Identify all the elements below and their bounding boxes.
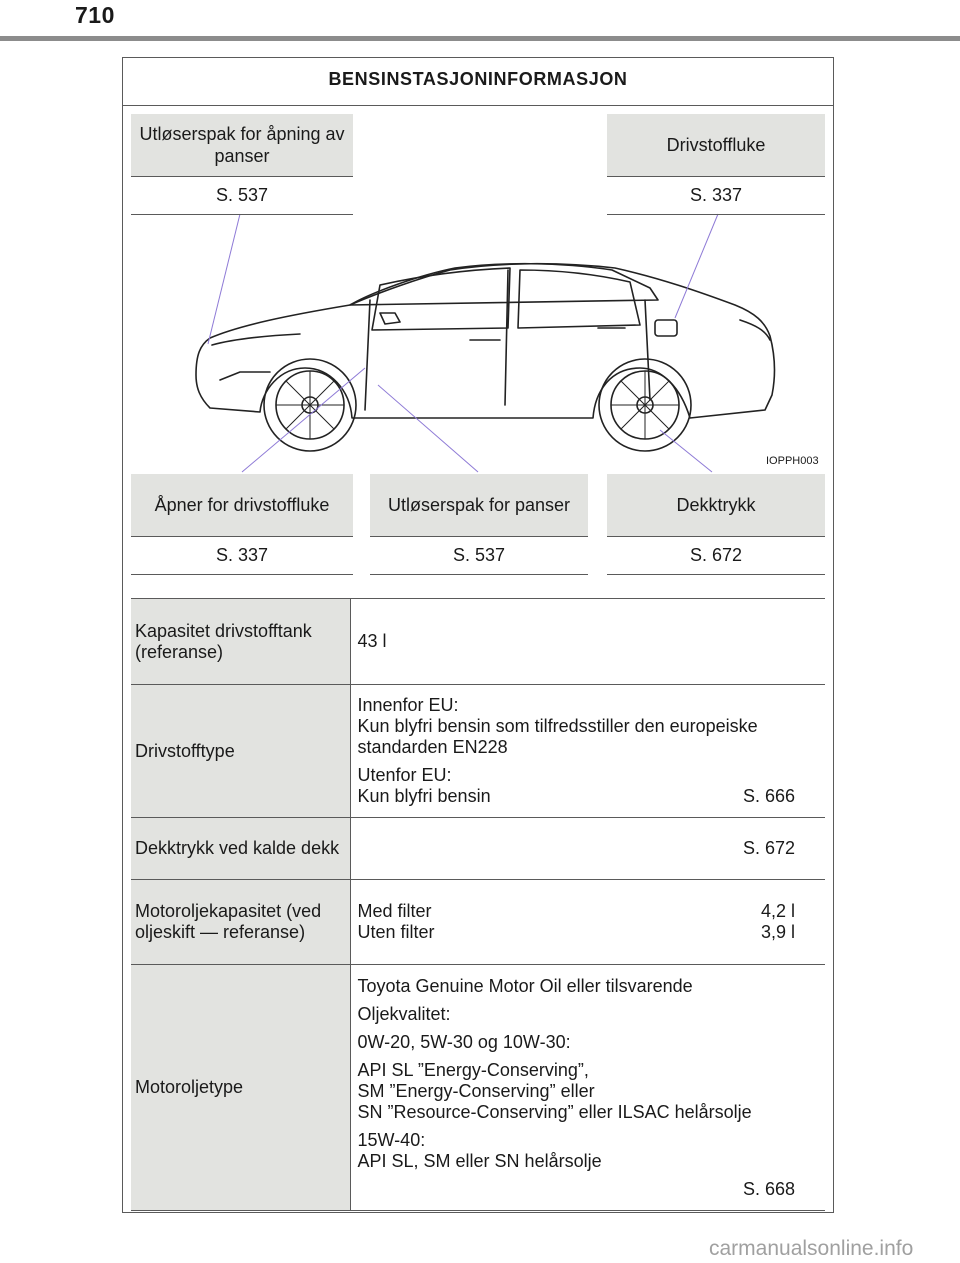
callout-tyre-pressure [607,474,825,575]
callout-page-ref: S. 537 [370,537,588,575]
page-ref: S. 666 [742,786,795,806]
oil-line-5b: API SL, SM eller SN helårsolje [357,1150,602,1171]
spec-label: Motoroljetype [131,965,350,1211]
oil-line-4c: SN ”Resource-Conserving” eller ILSAC helårsolje [357,1101,752,1122]
with-filter-label: Med filter [357,901,432,921]
callout-label: Utløserspak for panser [370,474,588,537]
table-row [131,818,825,880]
spec-value [350,880,825,965]
spec-value [350,965,825,1211]
spec-value [350,685,825,818]
callout-label: Utløserspak for åpning av panser [131,114,353,177]
oil-15w40-block [358,1130,796,1172]
oil-line-3: 0W-20, 5W-30 og 10W-30: [357,1031,571,1052]
table-row [131,880,825,965]
callout-hood-release [131,114,353,215]
oil-line-4a: API SL ”Energy-Conserving”, [357,1059,589,1080]
without-filter-label: Uten filter [357,922,435,942]
spec-label: Kapasitet drivstofftank (referanse) [131,599,350,685]
oil-line-5a: 15W-40: [357,1129,426,1150]
table-row [131,685,825,818]
spec-value: 43 l [350,599,825,685]
callout-fuel-door [607,114,825,215]
callout-label: Dekktrykk [607,474,825,537]
spec-table [131,598,825,1211]
without-filter-value: 3,9 l [760,922,795,942]
page-ref: S. 672 [742,838,795,858]
oil-line-1: Toyota Genuine Motor Oil eller tilsvarende [357,975,693,996]
oil-grade-block [358,1060,796,1123]
outside-eu-text: Kun blyfri bensin [357,786,491,806]
spec-label: Motoroljekapasitet (ved oljeskift — referanse) [131,880,350,965]
inside-eu-text: Kun blyfri bensin som tilfredsstiller den europeiske standarden EN228 [357,716,758,757]
callout-hood-lever [370,474,588,575]
outside-eu-heading: Utenfor EU: [357,765,452,785]
spec-label: Drivstofftype [131,685,350,818]
outside-eu-block [358,765,796,807]
spec-label: Dekktrykk ved kalde dekk [131,818,350,880]
image-code: IOPPH003 [766,455,819,467]
table-row [131,599,825,685]
callout-fuel-door-opener [131,474,353,575]
page-ref: S. 668 [742,1178,795,1199]
spec-value [350,818,825,880]
with-filter-value: 4,2 l [760,901,795,921]
callout-label: Åpner for drivstoffluke [131,474,353,537]
section-title: BENSINSTASJONINFORMASJON [123,58,833,106]
oil-line-2: Oljekvalitet: [357,1003,451,1024]
watermark: carmanualsonline.info [709,1237,914,1260]
callout-label: Drivstoffluke [607,114,825,177]
oil-line-4b: SM ”Energy-Conserving” eller [357,1080,595,1101]
inside-eu-block [358,695,796,758]
page-number: 710 [75,2,115,28]
table-row [131,965,825,1211]
callout-page-ref: S. 337 [131,537,353,575]
callout-page-ref: S. 537 [131,177,353,215]
inside-eu-heading: Innenfor EU: [357,695,459,715]
callout-page-ref: S. 337 [607,177,825,215]
callout-page-ref: S. 672 [607,537,825,575]
